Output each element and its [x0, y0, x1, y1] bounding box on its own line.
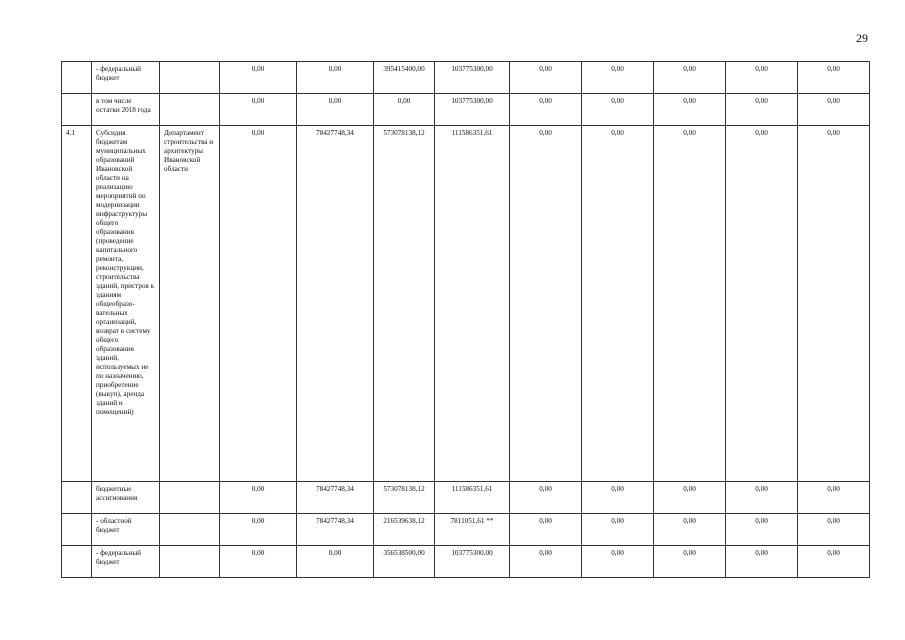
- value-cell: 0,00: [798, 94, 870, 126]
- row-label-cell: Субсидия бюджетам муниципальных образований Ивановской области на реализацию мероприятий по модернизации инфраструктуры общего образования (проведение капитального ремонта, реконструкции, строительства зданий, пристроя к зданиям общеобразо-вательных организаций, возврат в систему общего образования зданий, используемых не по назначению, приобретение (выкуп), аренда зданий и помещений): [92, 126, 160, 482]
- value-cell: 0,00: [726, 514, 798, 546]
- value-cell: 0,00: [297, 94, 374, 126]
- page-number: 29: [856, 31, 868, 45]
- value-cell: 0,00: [220, 126, 297, 482]
- value-cell: 216539638,12: [374, 514, 435, 546]
- row-label-cell: в том числе остатки 2018 года: [92, 94, 160, 126]
- value-cell: 111586351,61: [435, 126, 510, 482]
- executor-cell: [160, 514, 220, 546]
- value-cell: 78427748,34: [297, 482, 374, 514]
- value-cell: 0,00: [582, 482, 654, 514]
- value-cell: 0,00: [798, 126, 870, 482]
- row-label-cell: - федеральный бюджет: [92, 546, 160, 578]
- value-cell: 0,00: [654, 126, 726, 482]
- value-cell: 0,00: [798, 482, 870, 514]
- value-cell: 0,00: [726, 482, 798, 514]
- table-row: [62, 126, 870, 482]
- row-number-cell: [62, 514, 92, 546]
- row-number-cell: 4.1: [62, 126, 92, 482]
- value-cell: 0,00: [654, 514, 726, 546]
- value-cell: 7811051,61 **: [435, 514, 510, 546]
- value-cell: 0,00: [654, 94, 726, 126]
- value-cell: 0,00: [654, 62, 726, 94]
- value-cell: 0,00: [798, 546, 870, 578]
- row-number-cell: [62, 62, 92, 94]
- value-cell: 0,00: [654, 546, 726, 578]
- table-row: [62, 514, 870, 546]
- value-cell: 0,00: [798, 62, 870, 94]
- table-row: [62, 94, 870, 126]
- table-row: [62, 482, 870, 514]
- executor-cell: [160, 546, 220, 578]
- value-cell: 0,00: [510, 514, 582, 546]
- value-cell: 0,00: [374, 94, 435, 126]
- table-row: [62, 62, 870, 94]
- value-cell: 103775300,00: [435, 94, 510, 126]
- value-cell: 0,00: [726, 62, 798, 94]
- executor-cell: Департамент строительства и архитектуры Ивановской области: [160, 126, 220, 482]
- value-cell: 0,00: [297, 546, 374, 578]
- value-cell: 0,00: [726, 546, 798, 578]
- value-cell: 0,00: [510, 546, 582, 578]
- value-cell: 0,00: [798, 514, 870, 546]
- value-cell: 0,00: [654, 482, 726, 514]
- value-cell: 0,00: [726, 94, 798, 126]
- row-label-cell: - областной бюджет: [92, 514, 160, 546]
- executor-cell: [160, 94, 220, 126]
- executor-cell: [160, 482, 220, 514]
- executor-cell: [160, 62, 220, 94]
- value-cell: 78427748,34: [297, 126, 374, 482]
- value-cell: 103775300,00: [435, 546, 510, 578]
- value-cell: 0,00: [220, 514, 297, 546]
- value-cell: 573078138,12: [374, 482, 435, 514]
- value-cell: 0,00: [297, 62, 374, 94]
- value-cell: 0,00: [582, 126, 654, 482]
- value-cell: 395415400,00: [374, 62, 435, 94]
- row-number-cell: [62, 482, 92, 514]
- row-number-cell: [62, 546, 92, 578]
- value-cell: 356538500,00: [374, 546, 435, 578]
- value-cell: 0,00: [220, 482, 297, 514]
- row-number-cell: [62, 94, 92, 126]
- value-cell: 103775300,00: [435, 62, 510, 94]
- value-cell: 78427748,34: [297, 514, 374, 546]
- value-cell: 0,00: [726, 126, 798, 482]
- value-cell: 0,00: [582, 62, 654, 94]
- value-cell: 0,00: [510, 482, 582, 514]
- value-cell: 0,00: [220, 94, 297, 126]
- value-cell: 0,00: [510, 126, 582, 482]
- value-cell: 0,00: [582, 514, 654, 546]
- row-label-cell: - федеральный бюджет: [92, 62, 160, 94]
- value-cell: 0,00: [220, 62, 297, 94]
- table-row: [62, 546, 870, 578]
- value-cell: 573078138,12: [374, 126, 435, 482]
- value-cell: 0,00: [220, 546, 297, 578]
- value-cell: 111586351,61: [435, 482, 510, 514]
- value-cell: 0,00: [582, 94, 654, 126]
- value-cell: 0,00: [510, 62, 582, 94]
- value-cell: 0,00: [582, 546, 654, 578]
- budget-table: [61, 61, 870, 578]
- row-label-cell: бюджетные ассигнования: [92, 482, 160, 514]
- value-cell: 0,00: [510, 94, 582, 126]
